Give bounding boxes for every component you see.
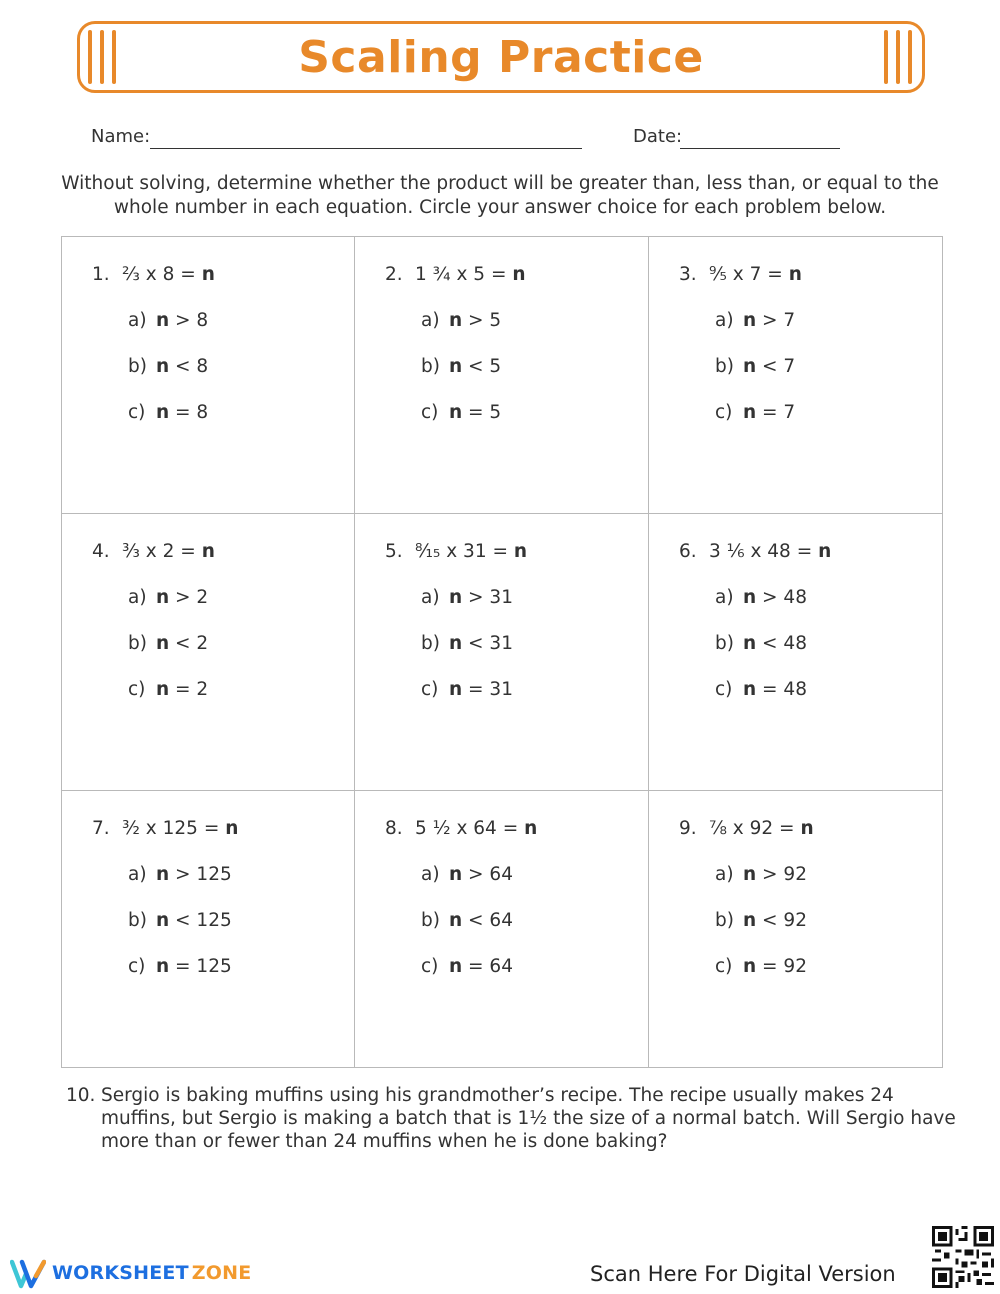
problem-expression: ⅞ x 92 = bbox=[709, 818, 795, 839]
option-relation: = 64 bbox=[462, 956, 513, 977]
problem-number: 3. bbox=[679, 264, 697, 285]
option-variable: n bbox=[449, 310, 463, 331]
option-letter: a) bbox=[421, 310, 440, 331]
problem-expression: ⅔ x 8 = bbox=[122, 264, 196, 285]
answer-option-c[interactable] bbox=[128, 956, 232, 977]
option-relation: = 92 bbox=[756, 956, 807, 977]
question-10 bbox=[66, 1084, 956, 1153]
answer-option-c[interactable] bbox=[421, 679, 513, 700]
problem-number: 5. bbox=[385, 541, 403, 562]
option-variable: n bbox=[743, 910, 757, 931]
date-label: Date: bbox=[633, 126, 683, 147]
problem-expression: ³⁄₃ x 2 = bbox=[122, 541, 196, 562]
question-10-number: 10. bbox=[66, 1085, 96, 1106]
problem-variable: n bbox=[524, 818, 538, 839]
problem-2 bbox=[355, 237, 647, 513]
option-variable: n bbox=[156, 356, 170, 377]
brand-part2: ZONE bbox=[191, 1262, 252, 1284]
option-letter: b) bbox=[128, 633, 147, 654]
problem-variable: n bbox=[512, 264, 526, 285]
banner-right-cap bbox=[874, 30, 914, 84]
option-variable: n bbox=[743, 356, 757, 377]
problem-expression: ³⁄₂ x 125 = bbox=[122, 818, 220, 839]
option-letter: a) bbox=[715, 864, 734, 885]
instructions: Without solving, determine whether the product will be greater than, less than, or equal to the whole number in each equation. Circle your answer choice for each problem below. bbox=[61, 173, 939, 218]
problem-number: 6. bbox=[679, 541, 697, 562]
option-variable: n bbox=[449, 956, 463, 977]
name-field[interactable] bbox=[150, 148, 582, 149]
option-relation: > 7 bbox=[756, 310, 796, 331]
problem-number: 1. bbox=[92, 264, 110, 285]
answer-option-c[interactable] bbox=[715, 956, 807, 977]
title-banner bbox=[77, 21, 925, 93]
option-relation: < 8 bbox=[169, 356, 209, 377]
problem-expression: ⁸⁄₁₅ x 31 = bbox=[415, 541, 508, 562]
problem-expression: 3 ⅙ x 48 = bbox=[709, 541, 813, 562]
problem-number: 9. bbox=[679, 818, 697, 839]
option-relation: < 7 bbox=[756, 356, 796, 377]
option-relation: = 5 bbox=[462, 402, 502, 423]
problem-number: 8. bbox=[385, 818, 403, 839]
option-relation: > 2 bbox=[169, 587, 209, 608]
option-variable: n bbox=[743, 633, 757, 654]
option-relation: < 5 bbox=[462, 356, 502, 377]
problem-equation bbox=[385, 818, 537, 839]
option-variable: n bbox=[156, 864, 170, 885]
answer-option-b[interactable] bbox=[128, 356, 208, 377]
answer-option-c[interactable] bbox=[128, 679, 208, 700]
option-variable: n bbox=[449, 864, 463, 885]
option-letter: a) bbox=[421, 587, 440, 608]
option-variable: n bbox=[743, 679, 757, 700]
problem-grid bbox=[61, 236, 943, 1068]
problem-expression: 1 ¾ x 5 = bbox=[415, 264, 507, 285]
option-variable: n bbox=[449, 633, 463, 654]
problem-number: 7. bbox=[92, 818, 110, 839]
answer-option-b[interactable] bbox=[421, 356, 501, 377]
option-relation: < 125 bbox=[169, 910, 232, 931]
option-letter: c) bbox=[715, 679, 733, 700]
option-variable: n bbox=[156, 633, 170, 654]
answer-option-a[interactable] bbox=[128, 587, 208, 608]
option-relation: = 125 bbox=[169, 956, 232, 977]
option-relation: < 92 bbox=[756, 910, 807, 931]
problem-equation bbox=[385, 541, 527, 562]
qr-code-icon[interactable] bbox=[932, 1226, 994, 1288]
option-letter: c) bbox=[715, 402, 733, 423]
answer-option-c[interactable] bbox=[715, 402, 795, 423]
problem-variable: n bbox=[513, 541, 528, 562]
option-variable: n bbox=[449, 356, 463, 377]
option-relation: < 64 bbox=[462, 910, 513, 931]
option-letter: a) bbox=[715, 587, 734, 608]
brand-name bbox=[52, 1262, 251, 1284]
problem-expression: 5 ½ x 64 = bbox=[415, 818, 519, 839]
option-letter: b) bbox=[421, 633, 440, 654]
answer-option-a[interactable] bbox=[715, 310, 795, 331]
option-relation: < 31 bbox=[462, 633, 513, 654]
option-variable: n bbox=[156, 587, 170, 608]
option-variable: n bbox=[156, 956, 170, 977]
option-relation: = 31 bbox=[462, 679, 513, 700]
option-variable: n bbox=[743, 956, 757, 977]
option-relation: > 125 bbox=[169, 864, 232, 885]
option-variable: n bbox=[156, 910, 170, 931]
option-relation: > 8 bbox=[169, 310, 209, 331]
problem-equation bbox=[92, 818, 238, 839]
problem-variable: n bbox=[225, 818, 239, 839]
page-title: Scaling Practice bbox=[298, 32, 704, 83]
option-letter: a) bbox=[421, 864, 440, 885]
option-relation: = 7 bbox=[756, 402, 796, 423]
problem-variable: n bbox=[818, 541, 832, 562]
option-variable: n bbox=[156, 679, 170, 700]
option-letter: c) bbox=[128, 679, 146, 700]
option-letter: a) bbox=[715, 310, 734, 331]
option-variable: n bbox=[449, 402, 463, 423]
answer-option-c[interactable] bbox=[421, 956, 513, 977]
name-label: Name: bbox=[91, 126, 151, 147]
problem-equation bbox=[92, 264, 215, 285]
answer-option-b[interactable] bbox=[128, 910, 232, 931]
option-letter: b) bbox=[715, 633, 734, 654]
problem-variable: n bbox=[201, 264, 215, 285]
option-letter: a) bbox=[128, 587, 147, 608]
problem-equation bbox=[679, 818, 814, 839]
problem-8 bbox=[355, 791, 647, 1067]
option-variable: n bbox=[743, 864, 757, 885]
option-variable: n bbox=[743, 587, 757, 608]
problem-equation bbox=[92, 541, 215, 562]
answer-option-c[interactable] bbox=[715, 679, 807, 700]
answer-option-b[interactable] bbox=[715, 633, 807, 654]
question-10-text: Sergio is baking muffins using his grandmother’s recipe. The recipe usually makes 24 muffins, but Sergio is making a batch that is 1½ the size of a normal batch. Will Sergio have more than or fewer than 24 muffins when he is done baking? bbox=[101, 1085, 956, 1152]
option-letter: c) bbox=[128, 956, 146, 977]
option-letter: b) bbox=[715, 356, 734, 377]
problem-expression: ⁹⁄₅ x 7 = bbox=[709, 264, 783, 285]
answer-option-a[interactable] bbox=[715, 587, 807, 608]
option-letter: c) bbox=[128, 402, 146, 423]
problem-4 bbox=[62, 514, 354, 790]
option-relation: > 5 bbox=[462, 310, 502, 331]
option-letter: c) bbox=[421, 402, 439, 423]
date-field[interactable] bbox=[680, 148, 840, 149]
problem-number: 2. bbox=[385, 264, 403, 285]
problem-1 bbox=[62, 237, 354, 513]
answer-option-a[interactable] bbox=[421, 864, 513, 885]
answer-option-c[interactable] bbox=[421, 402, 501, 423]
option-variable: n bbox=[743, 310, 757, 331]
option-variable: n bbox=[743, 402, 757, 423]
scan-text: Scan Here For Digital Version bbox=[590, 1262, 896, 1286]
option-relation: > 92 bbox=[756, 864, 807, 885]
problem-variable: n bbox=[788, 264, 802, 285]
answer-option-a[interactable] bbox=[128, 310, 208, 331]
answer-option-a[interactable] bbox=[715, 864, 807, 885]
problem-equation bbox=[679, 264, 802, 285]
answer-option-a[interactable] bbox=[421, 310, 501, 331]
option-letter: b) bbox=[421, 910, 440, 931]
option-relation: = 48 bbox=[756, 679, 807, 700]
option-variable: n bbox=[156, 310, 170, 331]
worksheet-zone-logo-icon bbox=[10, 1258, 46, 1290]
problem-variable: n bbox=[800, 818, 814, 839]
option-letter: a) bbox=[128, 864, 147, 885]
brand-part1: WORKSHEET bbox=[52, 1262, 189, 1284]
problem-5 bbox=[355, 514, 647, 790]
problem-equation bbox=[385, 264, 526, 285]
answer-option-b[interactable] bbox=[715, 910, 807, 931]
problem-3 bbox=[649, 237, 941, 513]
option-variable: n bbox=[449, 587, 463, 608]
option-relation: < 2 bbox=[169, 633, 209, 654]
option-relation: > 31 bbox=[462, 587, 513, 608]
option-letter: b) bbox=[421, 356, 440, 377]
answer-option-b[interactable] bbox=[421, 633, 513, 654]
option-relation: = 8 bbox=[169, 402, 209, 423]
problem-7 bbox=[62, 791, 354, 1067]
problem-variable: n bbox=[201, 541, 215, 562]
option-variable: n bbox=[156, 402, 170, 423]
problem-6 bbox=[649, 514, 941, 790]
option-variable: n bbox=[449, 679, 463, 700]
option-letter: b) bbox=[128, 910, 147, 931]
option-letter: c) bbox=[715, 956, 733, 977]
option-relation: > 64 bbox=[462, 864, 513, 885]
answer-option-a[interactable] bbox=[128, 864, 232, 885]
option-variable: n bbox=[449, 910, 463, 931]
problem-number: 4. bbox=[92, 541, 110, 562]
option-letter: c) bbox=[421, 956, 439, 977]
option-relation: > 48 bbox=[756, 587, 807, 608]
answer-option-c[interactable] bbox=[128, 402, 208, 423]
option-letter: c) bbox=[421, 679, 439, 700]
answer-option-b[interactable] bbox=[128, 633, 208, 654]
answer-option-a[interactable] bbox=[421, 587, 513, 608]
problem-9 bbox=[649, 791, 941, 1067]
option-letter: b) bbox=[715, 910, 734, 931]
option-relation: < 48 bbox=[756, 633, 807, 654]
option-relation: = 2 bbox=[169, 679, 209, 700]
problem-equation bbox=[679, 541, 831, 562]
answer-option-b[interactable] bbox=[421, 910, 513, 931]
answer-option-b[interactable] bbox=[715, 356, 795, 377]
option-letter: b) bbox=[128, 356, 147, 377]
option-letter: a) bbox=[128, 310, 147, 331]
